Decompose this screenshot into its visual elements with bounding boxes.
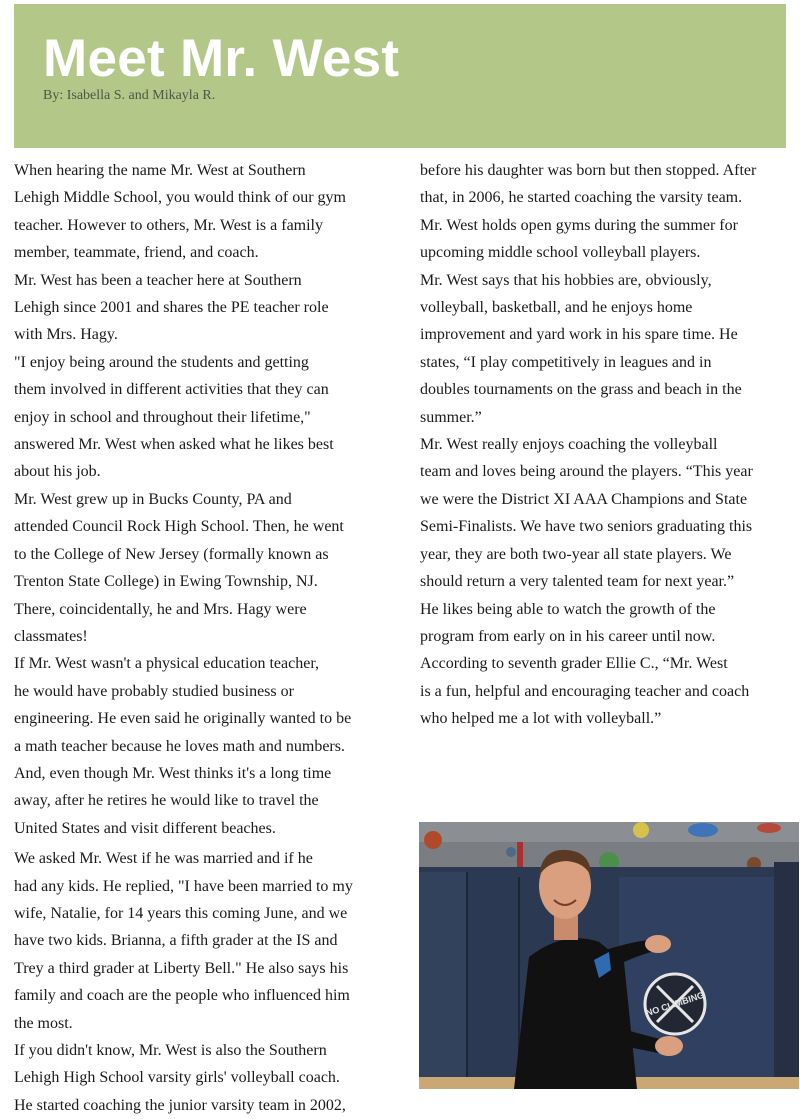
right-column [420,157,792,733]
paragraph: before his daughter was born but then stopped. After that, in 2006, he started coaching the varsity team. Mr. West holds open gyms during the summer for upcoming middle school volleyball players. [420,162,757,262]
climbing-hold-icon [757,823,781,833]
paragraph: We asked Mr. West if he was married and if he had any kids. He replied, "I have been married to my wife, Natalie, for 14 years this coming June, and we have two kids. Brianna, a fifth grader at the IS and Trey a third grader at Liberty Bell." He also says his family and coach are the people who influenced him the most. [14,850,353,1032]
paragraph: If Mr. West wasn't a physical education teacher, he would have probably studied business or engineering. He even said he originally wanted to be a math teacher because he loves math and numbers. And, even though Mr. West thinks it's a long time away, after he retires he would like to travel the United States and visit different beaches. [14,655,352,837]
left-column [14,157,392,1119]
paragraph: When hearing the name Mr. West at Southern Lehigh Middle School, you would think of our gym teacher. However to others, Mr. West is a family member, teammate, friend, and coach. [14,162,346,262]
paragraph: Mr. West really enjoys coaching the volleyball team and loves being around the players. “This year we were the District XI AAA Champions and State Semi-Finalists. We have two seniors graduating this year, they are both two-year all state players. We should return a very talented team for next year.” He likes being able to watch the growth of the program from early on in his career until now. [420,436,753,645]
climbing-hold-icon [633,822,649,838]
climbing-hold-icon [506,847,516,857]
teacher-photo [419,822,799,1089]
paragraph: "I enjoy being around the students and getting them involved in different activities that they can enjoy in school and throughout their lifetime," answered Mr. West when asked what he likes best about his job. [14,353,334,481]
header-banner [14,4,786,148]
article-byline: By: Isabella S. and Mikayla R. [43,88,216,103]
paragraph: Mr. West has been a teacher here at Southern Lehigh since 2001 and shares the PE teacher role with Mrs. Hagy. [14,271,329,344]
paragraph: If you didn't know, Mr. West is also the Southern Lehigh High School varsity girls' volleyball coach. He started coaching the junior varsity team in 2002, [14,1042,346,1114]
paragraph: According to seventh grader Ellie C., “Mr. West is a fun, helpful and encouraging teacher and coach who helped me a lot with volleyball.” [420,655,750,728]
no-climbing-sign [645,974,706,1034]
article-title: Meet Mr. West [43,29,400,88]
paragraph: Mr. West says that his hobbies are, obviously, volleyball, basketball, and he enjoys home improvement and yard work in his spare time. He states, “I play competitively in leagues and in doubles tournaments on the grass and beach in the summer.” [420,271,742,426]
no-climbing-sign-text: NO CLIMBING [644,989,706,1019]
climbing-hold-icon [424,831,442,849]
paragraph: Mr. West grew up in Bucks County, PA and attended Council Rock High School. Then, he went to the College of New Jersey (formally known as Trenton State College) in Ewing Township, NJ. There, coincidentally, he and Mrs. Hagy were classmates! [14,490,344,645]
climbing-hold-icon [688,823,718,837]
